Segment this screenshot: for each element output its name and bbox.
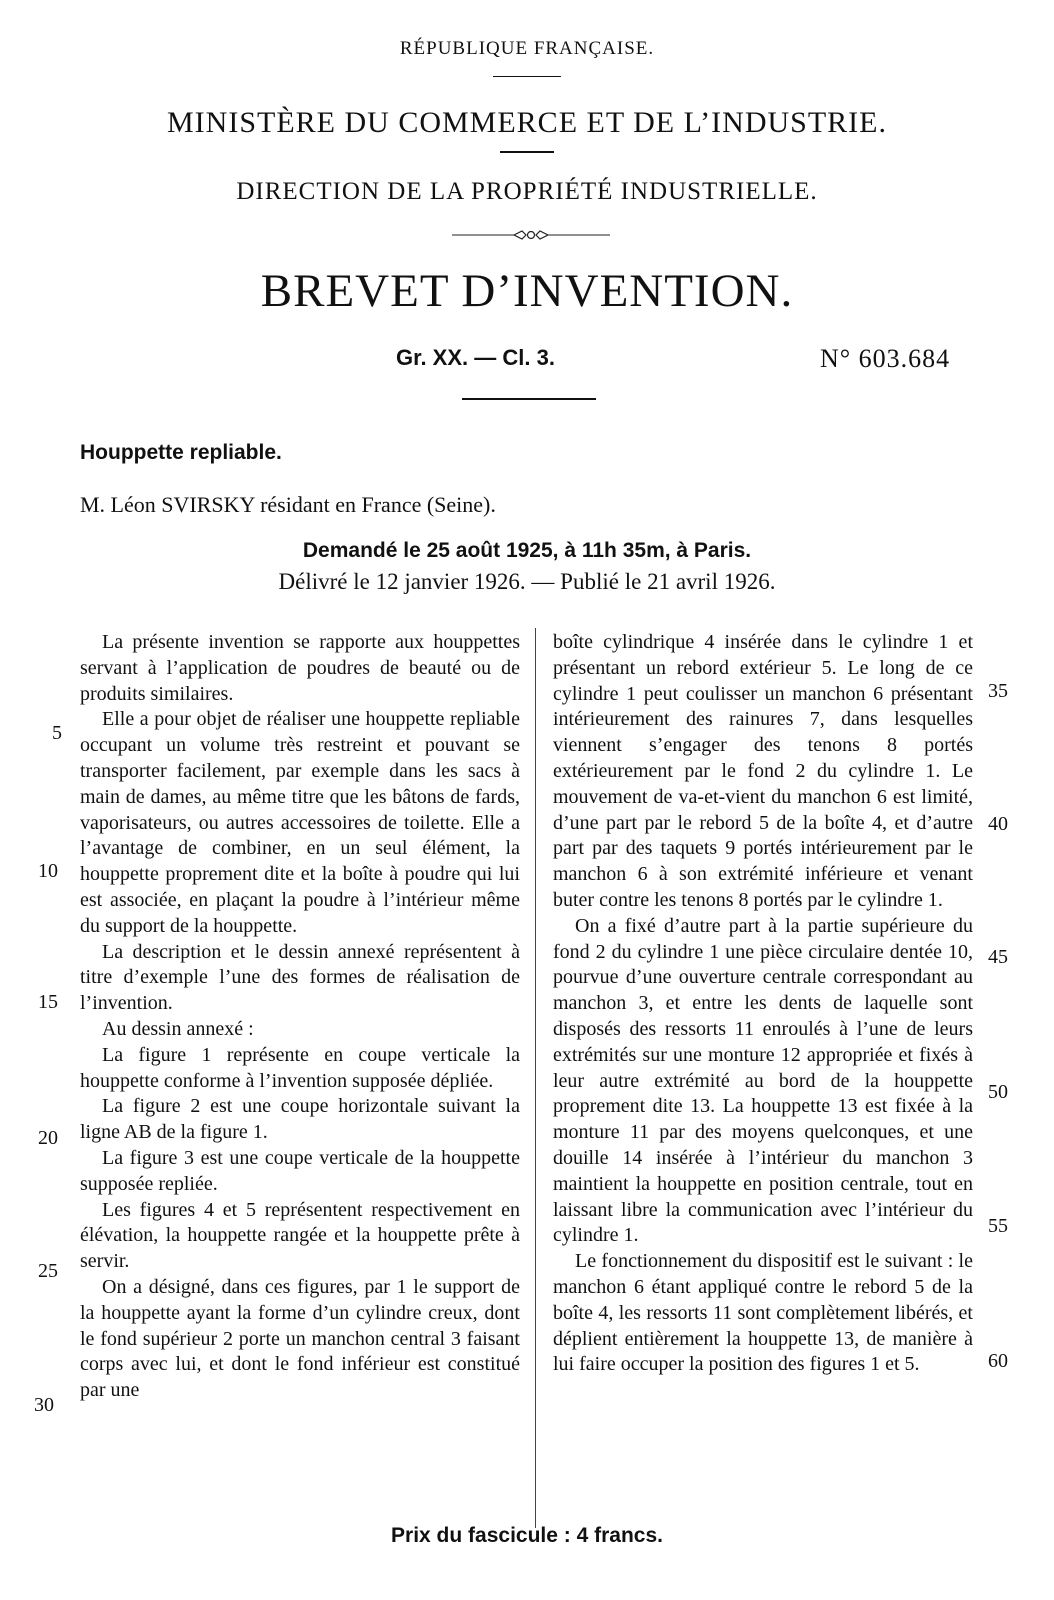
line-number: 20 — [38, 1127, 58, 1149]
price-footer: Prix du fascicule : 4 francs. — [391, 1524, 663, 1547]
paragraph: La figure 1 représente en coupe verticale la houppette conforme à l’invention supposée dépliée. — [80, 1043, 520, 1092]
line-number: 15 — [38, 991, 58, 1013]
document-title: BREVET D’INVENTION. — [260, 265, 794, 317]
line-number: 10 — [38, 860, 58, 882]
patent-number: N° 603.684 — [820, 344, 951, 373]
line-number: 50 — [988, 1081, 1008, 1103]
divider-rule — [500, 151, 554, 153]
paragraph: On a désigné, dans ces figures, par 1 le support de la houppette ayant la forme d’un cylindre creux, dont le fond supérieur 2 porte un manchon central 3 faisant corps avec lui, et dont le fond inférieur est constitué par une — [80, 1275, 520, 1402]
line-number: 45 — [988, 946, 1008, 968]
paragraph: Elle a pour objet de réaliser une houppette repliable occupant un volume très restreint et pouvant se transporter facilement, par exemple dans les sacs à main de dames, au même titre que les bâtons de fards, vaporisateurs, ou autres accessoires de toilette. Elle a l’avantage de combiner, en un seul élément, la houppette proprement dite et la boîte à poudre qui lui est associée, en plaçant la poudre à l’intérieur même du support de la houppette. — [80, 708, 520, 937]
column-divider — [535, 628, 536, 1528]
line-number: 55 — [988, 1215, 1008, 1237]
paragraph: La présente invention se rapporte aux houppettes servant à l’application de poudres de beauté ou de produits similaires. — [80, 631, 520, 705]
right-column — [553, 630, 973, 1378]
paragraph: boîte cylindrique 4 insérée dans le cylindre 1 et présentant un rebord extérieur 5. Le long de ce cylindre 1 peut coulisser un manchon 6 présentant intérieurement des rainures 7, dans lesquelles viennent s’engager des tenons 8 portés extérieurement par le fond 2 du cylindre 1. Le mouvement de va-et-vient du manchon 6 est limité, d’une part par le rebord 5 de la boîte 4, et d’autre part par des taquets 9 portés intérieurement par le manchon 6 à son extrémité inférieure et venant buter contre les tenons 8 portés par le cylindre 1. — [553, 631, 973, 911]
paragraph: Au dessin annexé : — [102, 1017, 254, 1040]
filing-date: Demandé le 25 août 1925, à 11h 35m, à Paris. — [302, 539, 752, 562]
header-republic: RÉPUBLIQUE FRANÇAISE. — [399, 38, 655, 59]
paragraph: On a fixé d’autre part à la partie supérieure du fond 2 du cylindre 1 une pièce circulaire dentée 10, pourvue d’une ouverture centrale correspondant au manchon 3, et entre les dents de laquelle sont disposés des ressorts 11 enroulés à l’une de leurs extrémités sur une monture 12 appropriée et fixés à leur autre extrémité au bord de la houppette proprement dite 13. La houppette 13 est fixée à la monture 11 par des moyens quelconques, et une douille 14 insérée à l’intérieur du manchon 3 maintient la houppette en position centrale, tout en laissant libre la communication avec l’intérieur du cylindre 1. — [553, 914, 973, 1247]
left-column — [80, 630, 520, 1404]
header-ministry: MINISTÈRE DU COMMERCE ET DE L’INDUSTRIE. — [167, 106, 887, 139]
line-number: 5 — [52, 722, 62, 744]
paragraph: Le fonctionnement du dispositif est le suivant : le manchon 6 étant appliqué contre le rebord 5 de la boîte 4, les ressorts 11 sont complètement libérés, et déplient entièrement la houppette 13, de manière à lui faire occuper la position des figures 1 et 5. — [553, 1250, 973, 1376]
subject-title: Houppette repliable. — [80, 441, 282, 464]
applicant: M. Léon SVIRSKY résidant en France (Seine). — [80, 492, 496, 517]
paragraph: Les figures 4 et 5 représentent respectivement en élévation, la houppette rangée et la houppette prête à servir. — [80, 1198, 520, 1273]
paragraph: La description et le dessin annexé représentent à titre d’exemple l’une des formes de réalisation de l’invention. — [80, 940, 520, 1015]
ornament-divider — [452, 228, 610, 242]
line-number: 60 — [988, 1350, 1008, 1372]
line-number: 30 — [34, 1394, 54, 1416]
paragraph: La figure 3 est une coupe verticale de la houppette supposée repliée. — [80, 1146, 520, 1195]
delivery-date: Délivré le 12 janvier 1926. — Publié le 21 avril 1926. — [278, 569, 776, 594]
line-number: 35 — [988, 680, 1008, 702]
paragraph: La figure 2 est une coupe horizontale suivant la ligne AB de la figure 1. — [80, 1095, 520, 1144]
line-number: 25 — [38, 1260, 58, 1282]
divider-rule — [462, 398, 596, 400]
divider-rule — [493, 76, 561, 77]
line-number: 40 — [988, 813, 1008, 835]
classification: Gr. XX. — Cl. 3. — [396, 345, 555, 370]
header-direction: DIRECTION DE LA PROPRIÉTÉ INDUSTRIELLE. — [236, 178, 818, 205]
